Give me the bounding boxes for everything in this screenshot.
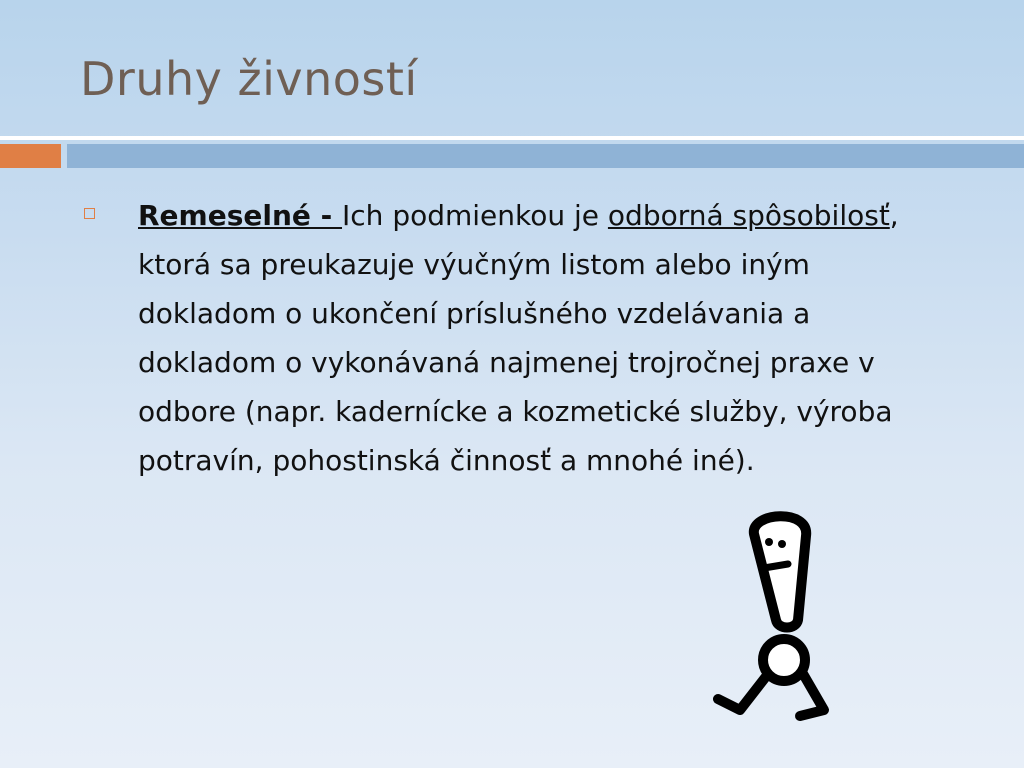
bullet-paragraph bbox=[138, 191, 938, 485]
bullet-lead: Remeselné - bbox=[138, 199, 343, 232]
text-part-1: Ich podmienkou je bbox=[342, 199, 608, 232]
text-underlined: odborná spôsobilosť bbox=[607, 199, 890, 232]
title-divider-line bbox=[0, 136, 1024, 140]
square-bullet-icon bbox=[84, 208, 95, 219]
accent-bar-orange bbox=[0, 144, 61, 168]
accent-bar-blue bbox=[67, 144, 1024, 168]
slide-title: Druhy živností bbox=[80, 52, 418, 106]
exclamation-figure-icon bbox=[706, 502, 846, 732]
text-part-2: , ktorá sa preukazuje výučným listom alebo iným dokladom o ukončení príslušného vzdelávania a dokladom o vykonávaná najmenej trojročnej praxe v odbore (napr. kadernícke a kozmetické služby, výroba potravín, pohostinská činnosť a mnohé iné). bbox=[138, 199, 899, 477]
